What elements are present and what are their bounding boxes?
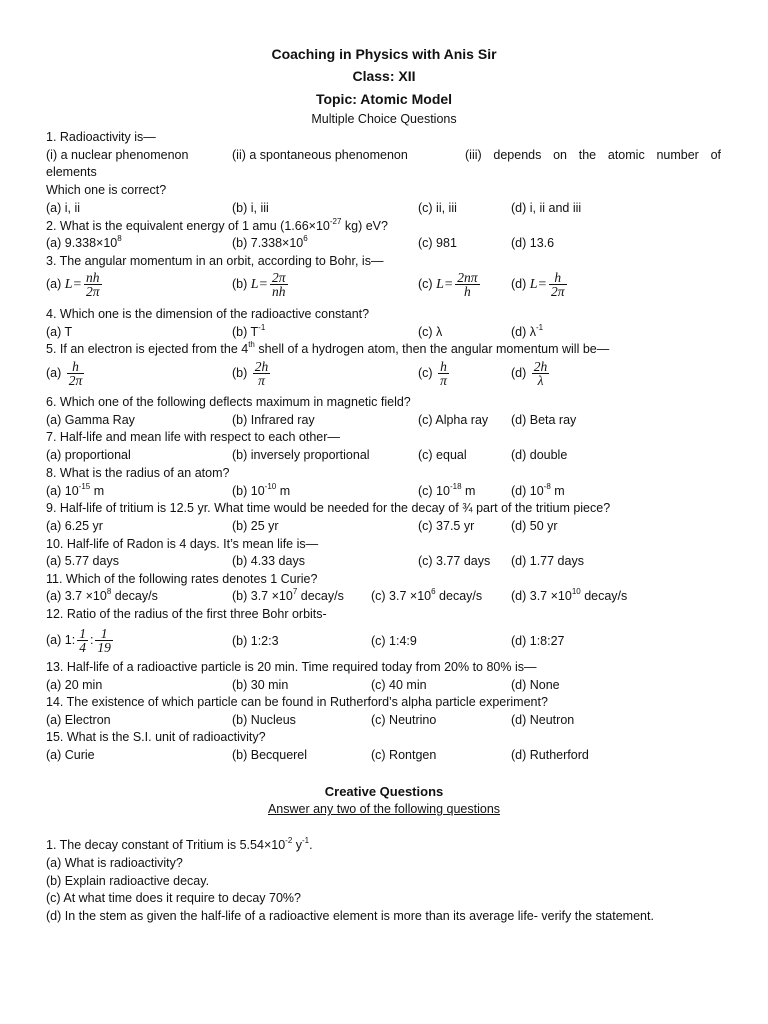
creative-part-b: (b) Explain radioactive decay. [46,874,210,888]
creative-question-1: 1. The decay constant of Tritium is $5.54\times 10^{-2}$ $y^{-1}$. [46,836,313,852]
q11-option-b: (b) $3.7 \times 10^7$ decay/s [232,587,344,603]
class-label: Class: XII [352,68,416,84]
q1-option-b: (b) i, iii [232,201,269,215]
question-6: 6. Which one of the following deflects maximum in magnetic field? [46,395,411,409]
q5-option-c: (c) $\frac{h}{\pi}$ [418,359,447,388]
q9-option-b: (b) 25 yr [232,519,279,533]
q10-option-a: (a) 5.77 days [46,554,119,568]
q4-option-b: (b) $T^{-1}$ [232,323,266,339]
q5-option-a: (a) $\frac{h}{2\pi}$ [46,359,83,388]
q3-fraction-c: $\frac{2n\pi}{h}$ [457,270,478,299]
q15-option-b: (b) Becquerel [232,748,308,762]
question-2: 2. What is the equivalent energy of 1 amu ($1.66\times 10^{-27}$ kg) eV? [46,217,388,233]
q6-option-c: (c) Alpha ray [418,413,489,427]
q13-option-c: (c) 40 min [371,678,427,692]
q1-statement-1: (i) a nuclear phenomenon [46,148,189,162]
creative-part-c: (c) At what time does it require to decay 70%? [46,891,301,905]
q14-option-d: (d) Neutron [511,713,575,727]
q4-option-d: (d) $\lambda^{-1}$ [511,323,544,339]
q3-option-b: (b) L= $\frac{2\pi}{nh}$ [232,270,286,299]
q12-fraction-1: $\frac{1}{4}$ [79,626,86,655]
q11-option-a: (a) $3.7 \times 10^8$ decay/s [46,587,158,603]
creative-part-d: (d) In the stem as given the half-life of a radioactive element is more than its average life- verify the statement. [46,909,654,923]
q15-option-d: (d) Rutherford [511,748,589,762]
q14-option-c: (c) Neutrino [371,713,437,727]
q12-option-d: (d) 1:8:27 [511,634,565,648]
question-11: 11. Which of the following rates denotes 1 Curie? [46,572,318,586]
coaching-title: Coaching in Physics with Anis Sir [271,46,497,62]
q3-fraction-b: $\frac{2\pi}{nh}$ [272,270,286,299]
q8-option-d: (d) $10^{-8}$ m [511,482,565,498]
section-subtitle: Multiple Choice Questions [311,112,457,126]
q4-option-a: (a) T [46,325,73,339]
q7-option-d: (d) double [511,448,568,462]
q1-option-a: (a) i, ii [46,201,81,215]
q12-option-c: (c) 1:4:9 [371,634,417,648]
q10-option-d: (d) 1.77 days [511,554,584,568]
q2-option-b: (b) $7.338\times 10^6$ [232,234,308,250]
q15-option-c: (c) Rontgen [371,748,437,762]
q1-statement-3-continued: elements [46,165,97,179]
q10-option-c: (c) 3.77 days [418,554,491,568]
q14-option-a: (a) Electron [46,713,111,727]
question-7: 7. Half-life and mean life with respect to each other— [46,430,340,444]
question-12: 12. Ratio of the radius of the first three Bohr orbits- [46,607,327,621]
q9-option-d: (d) 50 yr [511,519,558,533]
q13-option-b: (b) 30 min [232,678,289,692]
q11-option-d: (d) $3.7 \times 10^{10}$ decay/s [511,587,628,603]
q6-option-d: (d) Beta ray [511,413,577,427]
creative-instruction: Answer any two of the following questions [267,802,501,816]
q8-option-a: (a) $10^{-15}$ m [46,482,105,498]
question-1: 1. Radioactivity is— [46,130,156,144]
topic-label: Topic: Atomic Model [315,91,453,107]
question-14: 14. The existence of which particle can be found in Rutherford’s alpha particle experiment? [46,695,548,709]
q12-fraction-2: $\frac{1}{19}$ [97,626,111,655]
q3-option-d: (d) L= $\frac{h}{2\pi}$ [511,270,565,299]
q12-option-b: (b) 1:2:3 [232,634,279,648]
q1-option-c: (c) ii, iii [418,201,457,215]
q10-option-b: (b) 4.33 days [232,554,305,568]
creative-title: Creative Questions [324,784,444,799]
q15-option-a: (a) Curie [46,748,95,762]
q7-option-c: (c) equal [418,448,467,462]
question-9: 9. Half-life of tritium is 12.5 yr. What time would be needed for the decay of ¾ part of the tritium piece? [46,501,611,515]
question-4: 4. Which one is the dimension of the radioactive constant? [46,307,370,321]
q5-fraction-b: $\frac{2h}{\pi}$ [254,359,269,388]
q6-option-b: (b) Infrared ray [232,413,315,427]
q12-option-a: (a) 1: $\frac{1}{4}$ : $\frac{1}{19}$ [46,626,111,655]
q2-option-d: (d) 13.6 [511,236,555,250]
q3-fraction-d: $\frac{h}{2\pi}$ [551,270,565,299]
q1-option-d: (d) i, ii and iii [511,201,582,215]
q5-option-b: (b) $\frac{2h}{\pi}$ [232,359,269,388]
q9-option-c: (c) 37.5 yr [418,519,475,533]
q8-option-c: (c) $10^{-18}$ m [418,482,476,498]
q1-statement-2: (ii) a spontaneous phenomenon [232,148,408,162]
q14-option-b: (b) Nucleus [232,713,296,727]
q3-option-c: (c) L= $\frac{2n\pi}{h}$ [418,270,478,299]
q5-fraction-d: $\frac{2h}{\lambda}$ [533,359,548,388]
q2-option-a: (a) $9.338\times 10^8$ [46,234,122,250]
q5-fraction-c: $\frac{h}{\pi}$ [440,359,447,388]
q6-option-a: (a) Gamma Ray [46,413,135,427]
q1-ask: Which one is correct? [46,183,167,197]
q7-option-b: (b) inversely proportional [232,448,370,462]
q11-option-c: (c) $3.7 \times 10^6$ decay/s [371,587,483,603]
question-10: 10. Half-life of Radon is 4 days. It’s mean life is— [46,537,319,551]
q13-option-a: (a) 20 min [46,678,103,692]
q7-option-a: (a) proportional [46,448,131,462]
q3-fraction-a: $\frac{nh}{2\pi}$ [86,270,100,299]
q1-statement-3: (iii) depends on the atomic number of [465,148,721,162]
q5-fraction-a: $\frac{h}{2\pi}$ [68,359,83,388]
q9-option-a: (a) 6.25 yr [46,519,103,533]
q5-option-d: (d) $\frac{2h}{\lambda}$ [511,359,548,388]
question-5: 5. If an electron is ejected from the 4th shell of a hydrogen atom, then the angular momentum will be— [46,340,610,356]
question-15: 15. What is the S.I. unit of radioactivity? [46,730,266,744]
question-13: 13. Half-life of a radioactive particle is 20 min. Time required today from 20% to 80% is— [46,660,537,674]
creative-part-a: (a) What is radioactivity? [46,856,183,870]
q3-option-a: (a) L= $\frac{nh}{2\pi}$ [46,270,100,299]
q8-option-b: (b) $10^{-10}$ m [232,482,291,498]
question-3: 3. The angular momentum in an orbit, according to Bohr, is— [46,254,384,268]
question-8: 8. What is the radius of an atom? [46,466,230,480]
q4-option-c: (c) λ [418,325,443,339]
q2-option-c: (c) 981 [418,236,457,250]
q13-option-d: (d) None [511,678,560,692]
